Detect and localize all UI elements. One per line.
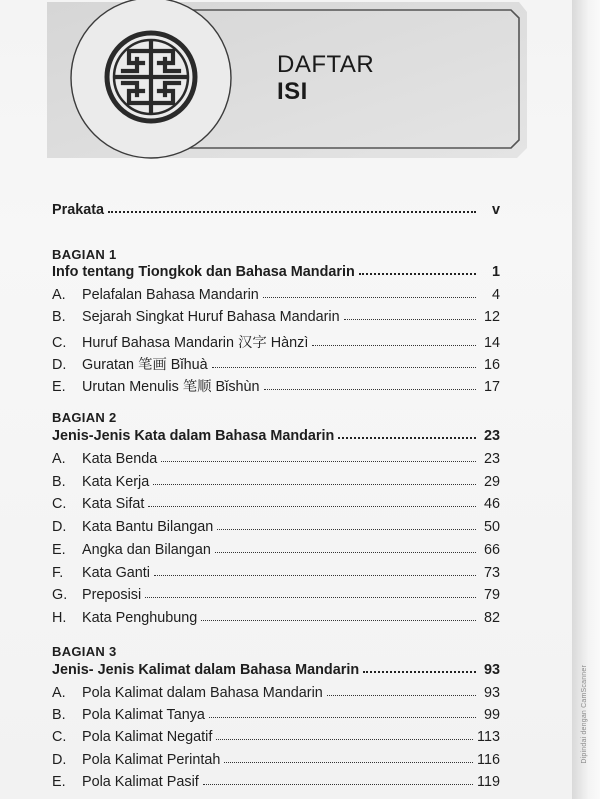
leader-dots [224, 758, 473, 763]
toc-entry-label: Sejarah Singkat Huruf Bahasa Mandarin [82, 309, 340, 325]
leader-dots [338, 433, 476, 439]
toc-page-number: 50 [483, 519, 500, 535]
toc-entry-label: Kata Penghubung [82, 610, 198, 626]
leader-dots [312, 341, 476, 346]
toc-entry[interactable] [52, 774, 500, 790]
toc-entry-label: Urutan Menulis 笔顺 Bǐshùn [82, 379, 260, 395]
leader-dots [344, 315, 476, 320]
toc-entry-label: Pola Kalimat Perintah [82, 752, 221, 768]
toc-entry[interactable] [52, 587, 500, 603]
toc-entry-letter: H. [52, 610, 67, 626]
title-line-2: ISI [277, 78, 308, 105]
leader-dots [209, 713, 476, 718]
page-title [277, 51, 374, 105]
toc-entry[interactable] [52, 707, 500, 723]
toc-page-number: v [491, 202, 500, 218]
chapter-header [33, 0, 527, 160]
toc-entry[interactable] [52, 685, 500, 701]
toc-entry-letter: E. [52, 542, 66, 558]
toc-entry-letter: C. [52, 496, 67, 512]
toc-entry-label: Info tentang Tiongkok dan Bahasa Mandarin [52, 264, 355, 280]
toc-page-number: 12 [483, 309, 500, 325]
leader-dots [264, 385, 476, 390]
toc-entry-label: Huruf Bahasa Mandarin 汉字 Hànzì [82, 335, 309, 351]
title-line-1: DAFTAR [277, 51, 375, 78]
toc-entry-letter: F. [52, 565, 64, 581]
toc-entry-label: Kata Benda [82, 451, 158, 467]
toc-entry-letter: E. [52, 774, 66, 790]
toc-entry[interactable] [52, 287, 500, 303]
toc-entry-label: Pola Kalimat dalam Bahasa Mandarin [82, 685, 323, 701]
leader-dots [153, 480, 476, 485]
toc-entry[interactable] [52, 610, 500, 626]
toc-entry-prakata[interactable] [52, 202, 500, 218]
leader-dots [359, 269, 476, 275]
toc-entry[interactable] [52, 353, 500, 374]
toc-entry-letter: C. [52, 729, 67, 745]
toc-entry-label: Angka dan Bilangan [82, 542, 211, 558]
toc-entry[interactable] [52, 565, 500, 581]
toc-entry-label: Preposisi [82, 587, 142, 603]
toc-page-number: 29 [483, 474, 500, 490]
part-label: BAGIAN 3 [52, 644, 117, 659]
toc-entry[interactable] [52, 542, 500, 558]
toc-page-number: 17 [483, 379, 500, 395]
leader-dots [215, 548, 476, 553]
toc-entry-letter: B. [52, 707, 66, 723]
leader-dots [108, 207, 476, 213]
toc-entry-label: Pola Kalimat Tanya [82, 707, 205, 723]
toc-page-number: 23 [483, 451, 500, 467]
toc-entry[interactable] [52, 519, 500, 535]
toc-entry-label: Pelafalan Bahasa Mandarin [82, 287, 259, 303]
toc-page-number: 23 [483, 428, 500, 444]
toc-entry[interactable] [52, 375, 500, 396]
toc-entry-label: Pola Kalimat Negatif [82, 729, 213, 745]
toc-part-heading[interactable] [52, 264, 500, 280]
toc-entry-label: Kata Sifat [82, 496, 145, 512]
toc-entry-letter: B. [52, 474, 66, 490]
toc-part-heading[interactable] [52, 662, 500, 678]
toc-entry-letter: C. [52, 335, 67, 351]
leader-dots [327, 691, 476, 696]
leader-dots [363, 667, 476, 673]
leader-dots [212, 363, 476, 368]
toc-entry-label: Guratan 笔画 Bǐhuà [82, 357, 208, 373]
toc-entry[interactable] [52, 496, 500, 512]
shou-symbol-icon [107, 33, 195, 121]
toc-entry-label: Kata Kerja [82, 474, 150, 490]
part-label: BAGIAN 1 [52, 247, 117, 262]
toc-page-number: 16 [483, 357, 500, 373]
toc-part-heading[interactable] [52, 428, 500, 444]
toc-entry[interactable] [52, 331, 500, 352]
toc-page-number: 99 [483, 707, 500, 723]
leader-dots [161, 457, 476, 462]
toc-page-number: 119 [477, 774, 500, 790]
scanner-watermark: Dipindai dengan CamScanner [581, 665, 588, 764]
toc-entry[interactable] [52, 729, 500, 745]
toc-page-number: 73 [483, 565, 500, 581]
toc-page-number: 4 [491, 287, 500, 303]
toc-entry-label: Prakata [52, 202, 105, 218]
toc-page-number: 1 [491, 264, 500, 280]
toc-entry-label: Pola Kalimat Pasif [82, 774, 199, 790]
toc-page-number: 66 [483, 542, 500, 558]
toc-entry-letter: D. [52, 357, 67, 373]
toc-entry-letter: B. [52, 309, 66, 325]
toc-entry[interactable] [52, 474, 500, 490]
toc-entry-letter: E. [52, 379, 66, 395]
toc-page-number: 79 [483, 587, 500, 603]
part-label: BAGIAN 2 [52, 410, 117, 425]
toc-page-number: 93 [483, 662, 500, 678]
toc-entry-letter: A. [52, 685, 66, 701]
toc-entry-letter: G. [52, 587, 68, 603]
toc-entry-letter: A. [52, 451, 66, 467]
toc-entry-label: Jenis-Jenis Kata dalam Bahasa Mandarin [52, 428, 335, 444]
toc-entry-label: Kata Bantu Bilangan [82, 519, 214, 535]
toc-entry-label: Jenis- Jenis Kalimat dalam Bahasa Mandarin [52, 662, 360, 678]
toc-entry-label: Kata Ganti [82, 565, 150, 581]
toc-entry[interactable] [52, 309, 500, 325]
toc-page-number: 113 [477, 729, 500, 745]
leader-dots [145, 593, 476, 598]
toc-page-number: 93 [483, 685, 500, 701]
leader-dots [201, 616, 476, 621]
leader-dots [263, 293, 476, 298]
toc-entry-letter: D. [52, 519, 67, 535]
leader-dots [217, 525, 476, 530]
toc-page-number: 46 [483, 496, 500, 512]
leader-dots [148, 502, 476, 507]
leader-dots [203, 780, 473, 785]
toc-page-number: 82 [483, 610, 500, 626]
leader-dots [154, 571, 476, 576]
toc-entry[interactable] [52, 752, 500, 768]
toc-entry-letter: D. [52, 752, 67, 768]
leader-dots [216, 735, 473, 740]
toc-entry-letter: A. [52, 287, 66, 303]
toc-page-number: 116 [477, 752, 500, 768]
toc-page-number: 14 [483, 335, 500, 351]
toc-entry[interactable] [52, 451, 500, 467]
